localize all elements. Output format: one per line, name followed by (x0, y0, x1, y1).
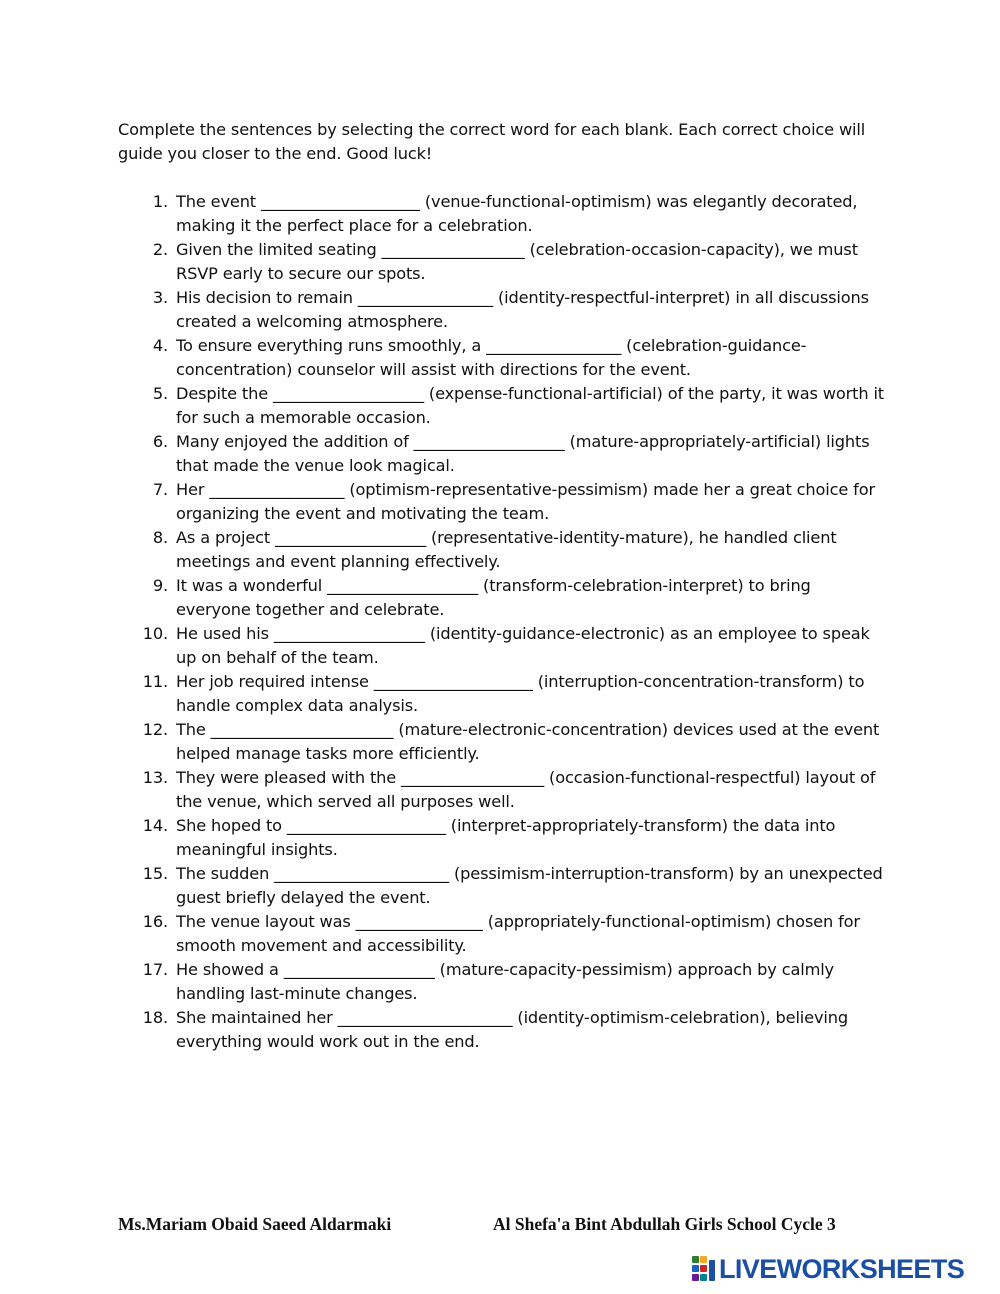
question-number: 10. (142, 624, 168, 643)
question-item (118, 286, 888, 334)
question-text: To ensure everything runs smoothly, a _________________ (celebration-guidance-concentration) counselor will assist with directions for the event. (176, 336, 807, 379)
question-item (118, 478, 888, 526)
question-text: It was a wonderful ___________________ (transform-celebration-interpret) to bring everyone together and celebrate. (176, 576, 811, 619)
question-item (118, 382, 888, 430)
question-number: 9. (152, 576, 168, 595)
question-number: 14. (142, 816, 168, 835)
question-number: 3. (152, 288, 168, 307)
instructions-text: Complete the sentences by selecting the correct word for each blank. Each correct choice will guide you closer to the end. Good luck! (118, 120, 866, 163)
question-text: The sudden ______________________ (pessimism-interruption-transform) by an unexpected guest briefly delayed the event. (176, 864, 883, 907)
question-text: Despite the ___________________ (expense-functional-artificial) of the party, it was worth it for such a memorable occasion. (176, 384, 884, 427)
question-text: He used his ___________________ (identity-guidance-electronic) as an employee to speak up on behalf of the team. (176, 624, 870, 667)
question-number: 12. (142, 720, 168, 739)
question-item (118, 1006, 888, 1054)
question-item (118, 430, 888, 478)
question-text: She hoped to ____________________ (interpret-appropriately-transform) the data into meaningful insights. (176, 816, 836, 859)
question-text: Her _________________ (optimism-representative-pessimism) made her a great choice for organizing the event and motivating the team. (176, 480, 875, 523)
question-item (118, 766, 888, 814)
question-number: 13. (142, 768, 168, 787)
question-text: The _______________________ (mature-electronic-concentration) devices used at the event helped manage tasks more efficiently. (176, 720, 880, 763)
question-number: 2. (152, 240, 168, 259)
question-item (118, 334, 888, 382)
question-number: 7. (152, 480, 168, 499)
question-number: 1. (152, 192, 168, 211)
question-item (118, 190, 888, 238)
school-name: Al Shefa'a Bint Abdullah Girls School Cycle 3 (493, 1214, 836, 1234)
question-item (118, 622, 888, 670)
question-item (118, 862, 888, 910)
question-text: The venue layout was ________________ (appropriately-functional-optimism) chosen for smooth movement and accessibility. (176, 912, 860, 955)
question-number: 8. (152, 528, 168, 547)
brand-name: LIVEWORKSHEETS (719, 1254, 965, 1284)
question-text: She maintained her ______________________ (identity-optimism-celebration), believing everything would work out in the end. (176, 1008, 848, 1051)
question-number: 11. (142, 672, 168, 691)
question-item (118, 814, 888, 862)
question-item (118, 718, 888, 766)
question-item (118, 910, 888, 958)
question-number: 16. (142, 912, 168, 931)
liveworksheets-brand[interactable] (692, 1254, 964, 1284)
question-item (118, 574, 888, 622)
question-item (118, 670, 888, 718)
question-item (118, 958, 888, 1006)
question-number: 4. (152, 336, 168, 355)
teacher-name: Ms.Mariam Obaid Saeed Aldarmaki (118, 1214, 392, 1234)
question-number: 6. (152, 432, 168, 451)
question-text: Her job required intense ____________________ (interruption-concentration-transform) to handle complex data analysis. (176, 672, 865, 715)
question-number: 18. (142, 1008, 168, 1027)
question-number: 17. (142, 960, 168, 979)
question-text: Given the limited seating __________________ (celebration-occasion-capacity), we must RSVP early to secure our spots. (176, 240, 858, 283)
question-text: He showed a ___________________ (mature-capacity-pessimism) approach by calmly handling last-minute changes. (176, 960, 834, 1003)
question-number: 15. (142, 864, 168, 883)
question-item (118, 526, 888, 574)
question-text: His decision to remain _________________ (identity-respectful-interpret) in all discussions created a welcoming atmosphere. (176, 288, 869, 331)
question-item (118, 238, 888, 286)
question-text: As a project ___________________ (representative-identity-mature), he handled client meetings and event planning effectively. (176, 528, 837, 571)
question-text: The event ____________________ (venue-functional-optimism) was elegantly decorated, making it the perfect place for a celebration. (176, 192, 858, 235)
liveworksheets-logo-icon (692, 1256, 716, 1282)
question-number: 5. (152, 384, 168, 403)
question-text: They were pleased with the __________________ (occasion-functional-respectful) layout of the venue, which served all purposes well. (176, 768, 876, 811)
question-text: Many enjoyed the addition of ___________________ (mature-appropriately-artificial) lights that made the venue look magical. (176, 432, 870, 475)
question-list (118, 190, 888, 1054)
